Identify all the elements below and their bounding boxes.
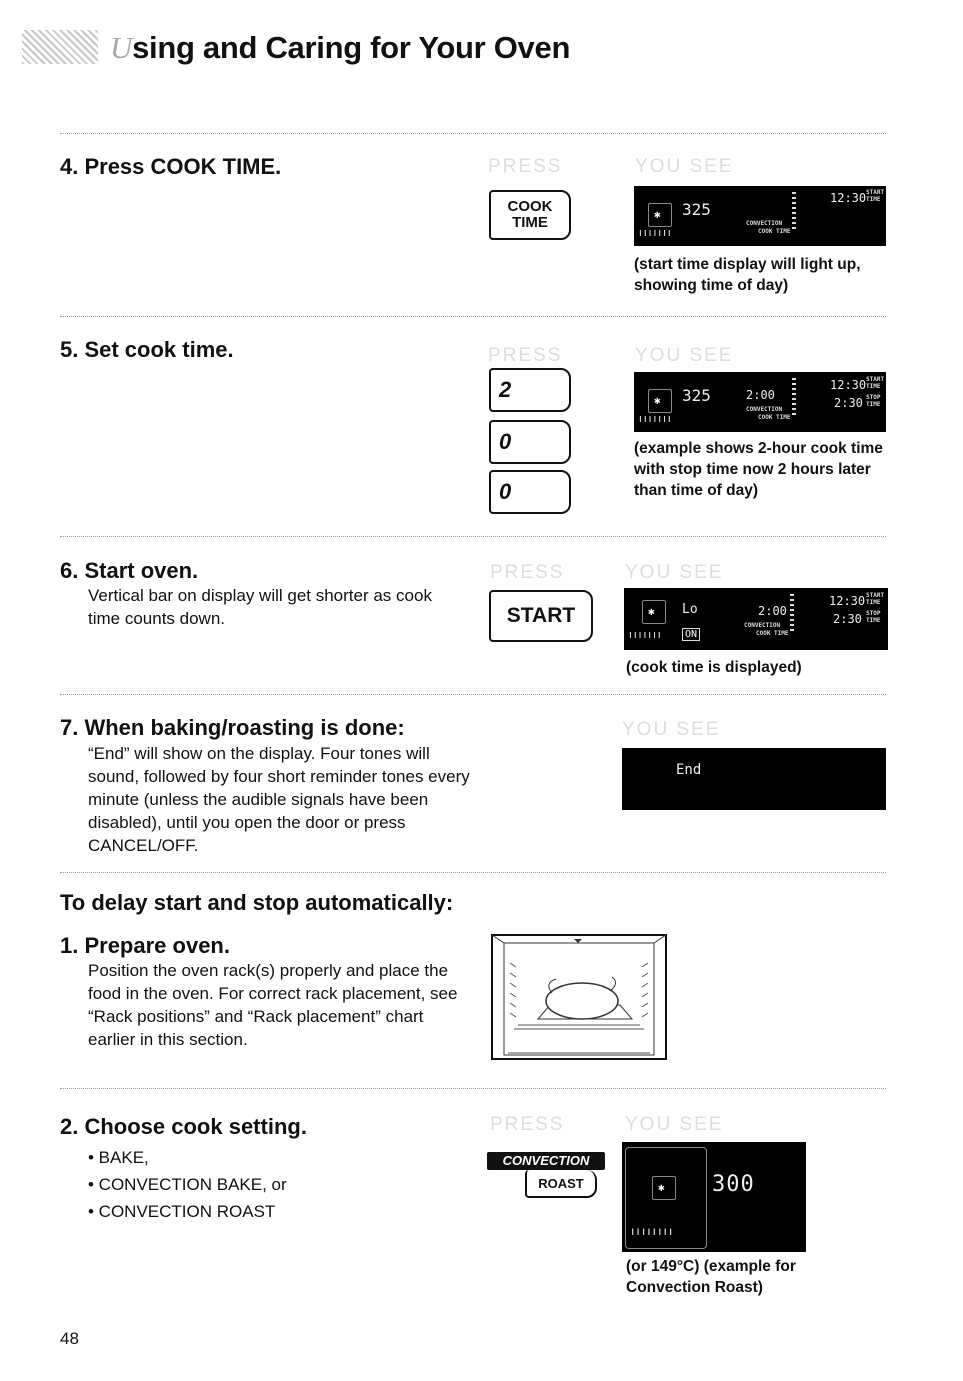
- fan-icon: ✱: [648, 389, 672, 413]
- delay-step-2-title: 2. Choose cook setting.: [60, 1114, 307, 1139]
- caption-start-time: (start time display will light up, showing time of day): [634, 256, 861, 294]
- number-key-0[interactable]: 0: [489, 470, 571, 514]
- press-label: PRESS: [488, 156, 563, 177]
- you-see-label: YOU SEE: [625, 1114, 724, 1135]
- page-title: Using and Caring for Your Oven: [110, 30, 571, 65]
- cook-setting-list: [88, 1144, 287, 1225]
- display-end: End: [622, 748, 886, 810]
- fan-icon: ✱: [642, 600, 666, 624]
- divider: [60, 1088, 886, 1089]
- cook-time-key[interactable]: COOK TIME: [489, 190, 571, 240]
- number-key-2[interactable]: 2: [489, 368, 571, 412]
- delay-step-1-title: 1. Prepare oven.: [60, 933, 230, 958]
- step-5-title: 5. Set cook time.: [60, 337, 234, 362]
- fan-icon: ✱: [648, 203, 672, 227]
- display-oven-started: ✱ ǀǀǀǀǀǀǀ ON Lo 2:00 CONVECTION COOK TIME 12:30 2:30 START TIME STOP TIME: [624, 588, 888, 650]
- list-item: • BAKE,: [88, 1148, 149, 1167]
- press-label: PRESS: [488, 345, 563, 366]
- delay-heading: To delay start and stop automatically:: [60, 890, 454, 915]
- step-4-title: 4. Press COOK TIME.: [60, 154, 282, 179]
- you-see-label: YOU SEE: [625, 562, 724, 583]
- page-number: 48: [60, 1329, 79, 1348]
- caption-cook-time-set: (example shows 2-hour cook time with stop time now 2 hours later than time of day): [634, 440, 883, 499]
- start-key[interactable]: START: [489, 590, 593, 642]
- list-item: • CONVECTION ROAST: [88, 1202, 276, 1221]
- press-label: PRESS: [490, 1114, 565, 1135]
- header-pattern: [22, 30, 98, 64]
- divider: [60, 536, 886, 537]
- convection-roast-key[interactable]: CONVECTION ROAST: [487, 1150, 607, 1198]
- divider: [60, 694, 886, 695]
- you-see-label: YOU SEE: [622, 719, 721, 740]
- divider: [60, 316, 886, 317]
- caption-convection-roast: (or 149°C) (example for Convection Roast): [626, 1258, 796, 1296]
- step-7-text: “End” will show on the display. Four tones will sound, followed by four short reminder tones every minute (unless the audible signals have been disabled), until you open the door or press CANCEL/OFF.: [88, 744, 470, 855]
- step-6-text: Vertical bar on display will get shorter as cook time counts down.: [88, 586, 432, 628]
- delay-step-1-text: Position the oven rack(s) properly and place the food in the oven. For correct rack placement, see “Rack positions” and “Rack placement” chart earlier in this section.: [88, 961, 458, 1049]
- display-cook-time-set: ✱ ǀǀǀǀǀǀǀ 325 2:00 CONVECTION COOK TIME 12:30 2:30 START TIME STOP TIME: [634, 372, 886, 432]
- press-label: PRESS: [490, 562, 565, 583]
- fan-icon: ✱: [652, 1176, 676, 1200]
- oven-rack-illustration: [490, 933, 668, 1061]
- divider: [60, 133, 886, 134]
- divider: [60, 872, 886, 873]
- you-see-label: YOU SEE: [635, 345, 734, 366]
- you-see-label: YOU SEE: [635, 156, 734, 177]
- caption-cook-time: (cook time is displayed): [626, 659, 802, 676]
- number-key-0[interactable]: 0: [489, 420, 571, 464]
- step-6-title: 6. Start oven.: [60, 558, 199, 583]
- list-item: • CONVECTION BAKE, or: [88, 1175, 287, 1194]
- display-start-time: ✱ ǀǀǀǀǀǀǀ 325 CONVECTION COOK TIME 12:30 START TIME: [634, 186, 886, 246]
- display-convection-roast: ✱ ǀǀǀǀǀǀǀǀ 300: [622, 1142, 806, 1252]
- step-7-title: 7. When baking/roasting is done:: [60, 715, 405, 740]
